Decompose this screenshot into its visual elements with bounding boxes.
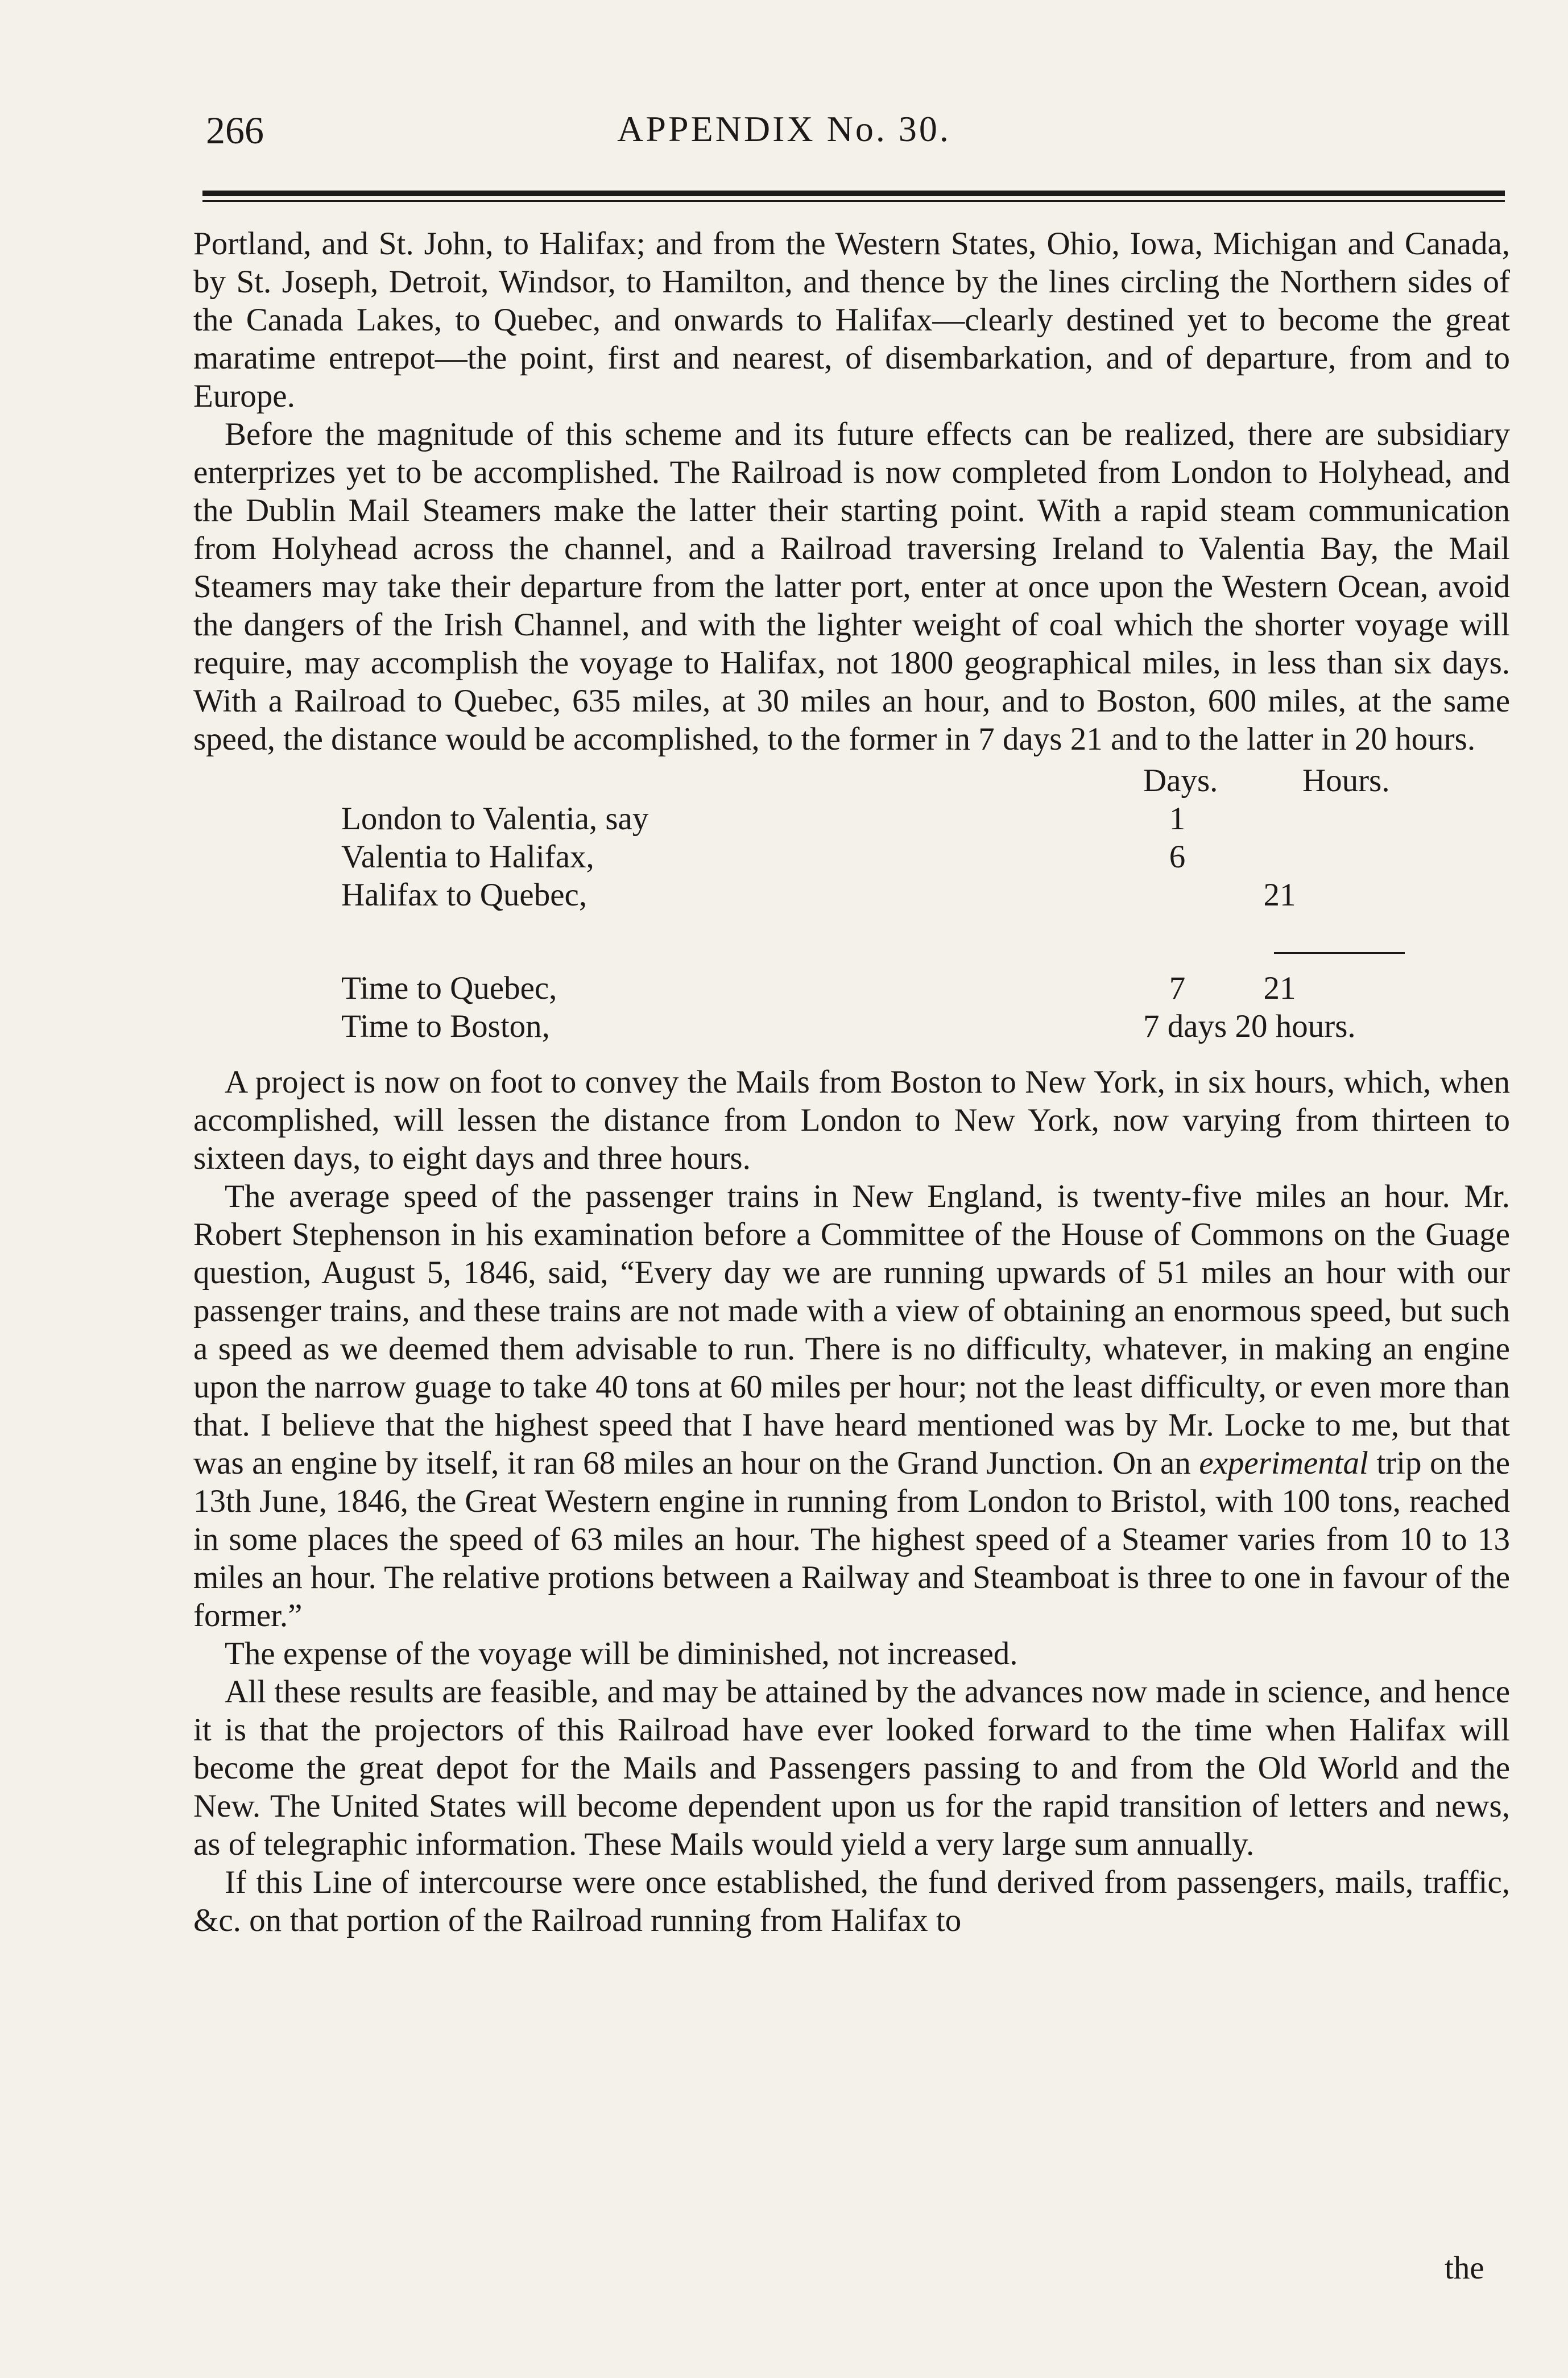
row-value: 7 days 20 hours. — [1143, 1008, 1356, 1044]
paragraph: Portland, and St. John, to Halifax; and from the Western States, Ohio, Iowa, Michigan and Canada, by St. Joseph, Detroit, Windsor, to Hamilton, and thence by the lines circling the Northern sides of the Canada Lakes, to Quebec, and onwards to Halifax—clearly destined yet to become the great maratime entrepot—the point, first and nearest, of disembarkation, and of departure, from and to Europe. — [193, 226, 1510, 414]
column-header-hours: Hours. — [1302, 763, 1390, 799]
row-days: 7 — [1169, 970, 1186, 1006]
table-total-row — [193, 1007, 1510, 1045]
sum-rule — [1274, 952, 1405, 954]
column-header-days: Days. — [1143, 763, 1218, 799]
table-row — [193, 800, 1510, 838]
page-header — [0, 108, 1568, 176]
header-rule-thick — [202, 191, 1505, 196]
row-label: Halifax to Quebec, — [341, 877, 588, 913]
row-label: Time to Boston, — [341, 1008, 550, 1044]
row-days: 6 — [1169, 839, 1186, 875]
paragraph: All these results are feasible, and may be attained by the advances now made in science, and hence it is that the projectors of this Railroad have ever looked forward to the time when Halifax will become the great depot for the Mails and Passengers passing to and from the Old World and the New. The United States will become dependent upon us for the rapid transition of letters and news, as of telegraphic information. These Mails would yield a very large sum annually. — [193, 1674, 1510, 1862]
row-label: London to Valentia, say — [341, 801, 649, 837]
paragraph: If this Line of intercourse were once established, the fund derived from passengers, mails, traffic, &c. on that portion of the Railroad running from Halifax to — [193, 1864, 1510, 1938]
row-days: 1 — [1169, 801, 1186, 837]
table-row — [193, 876, 1510, 914]
row-label: Time to Quebec, — [341, 970, 557, 1006]
header-rule-thin — [202, 200, 1505, 202]
row-hours: 21 — [1263, 970, 1296, 1006]
table-header — [1109, 762, 1507, 800]
paragraph-text: The average speed of the passenger trains in New England, is twenty-five miles an hour. Mr. Robert Stephenson in his examination before a Committee of the House of Commons on the Guage question, August 5, 1846, said, “Every day we are running upwards of 51 miles an hour with our passenger trains, and these trains are not made with a view of obtaining an enormous speed, but such a speed as we deemed them advisable to run. There is no difficulty, whatever, in making an engine upon the narrow guage to take 40 tons at 60 miles per hour; not the least difficulty, or even more than that. I believe that the highest speed that I have heard mentioned was by Mr. Locke to me, but that was an engine by itself, it ran 68 miles an hour on the Grand Junction. On an — [193, 1178, 1510, 1481]
table-row — [193, 838, 1510, 876]
emphasis-text: experimental — [1199, 1445, 1368, 1481]
catch-word: the — [1445, 2250, 1484, 2286]
paragraph: The expense of the voyage will be diminished, not increased. — [225, 1636, 1018, 1672]
paragraph-text: trip on the 13th June, 1846, the Great Western engine in running from London to Bristol, with 100 tons, reached in some places the speed of 63 miles an hour. The highest speed of a Steamer varies from 10 to 13 miles an hour. The relative protions between a Railway and Steamboat is three to one in favour of the former.” — [193, 1445, 1511, 1633]
body-text — [193, 225, 1510, 1939]
travel-time-table — [193, 762, 1510, 1057]
paragraph: A project is now on foot to convey the Mails from Boston to New York, in six hours, which, when accomplished, will lessen the distance from London to New York, now varying from thirteen to sixteen days, to eight days and three hours. — [193, 1064, 1510, 1176]
row-label: Valentia to Halifax, — [341, 839, 594, 875]
running-head: APPENDIX No. 30. — [617, 109, 951, 149]
paragraph — [193, 1177, 1510, 1635]
paragraph: Before the magnitude of this scheme and its future effects can be realized, there are subsidiary enterprizes yet to be accomplished. The Railroad is now completed from London to Holyhead, and the Dublin Mail Steamers make the latter their starting point. With a rapid steam communication from Holyhead across the channel, and a Railroad traversing Ireland to Valentia Bay, the Mail Steamers may take their departure from the latter port, enter at once upon the Western Ocean, avoid the dangers of the Irish Channel, and with the lighter weight of coal which the shorter voyage will require, may accomplish the voyage to Halifax, not 1800 geographical miles, in less than six days. With a Railroad to Quebec, 635 miles, at 30 miles an hour, and to Boston, 600 miles, at the same speed, the distance would be accomplished, to the former in 7 days 21 and to the latter in 20 hours. — [193, 416, 1510, 757]
page-number: 266 — [206, 109, 264, 152]
table-total-row — [193, 969, 1510, 1007]
row-hours: 21 — [1263, 877, 1296, 913]
